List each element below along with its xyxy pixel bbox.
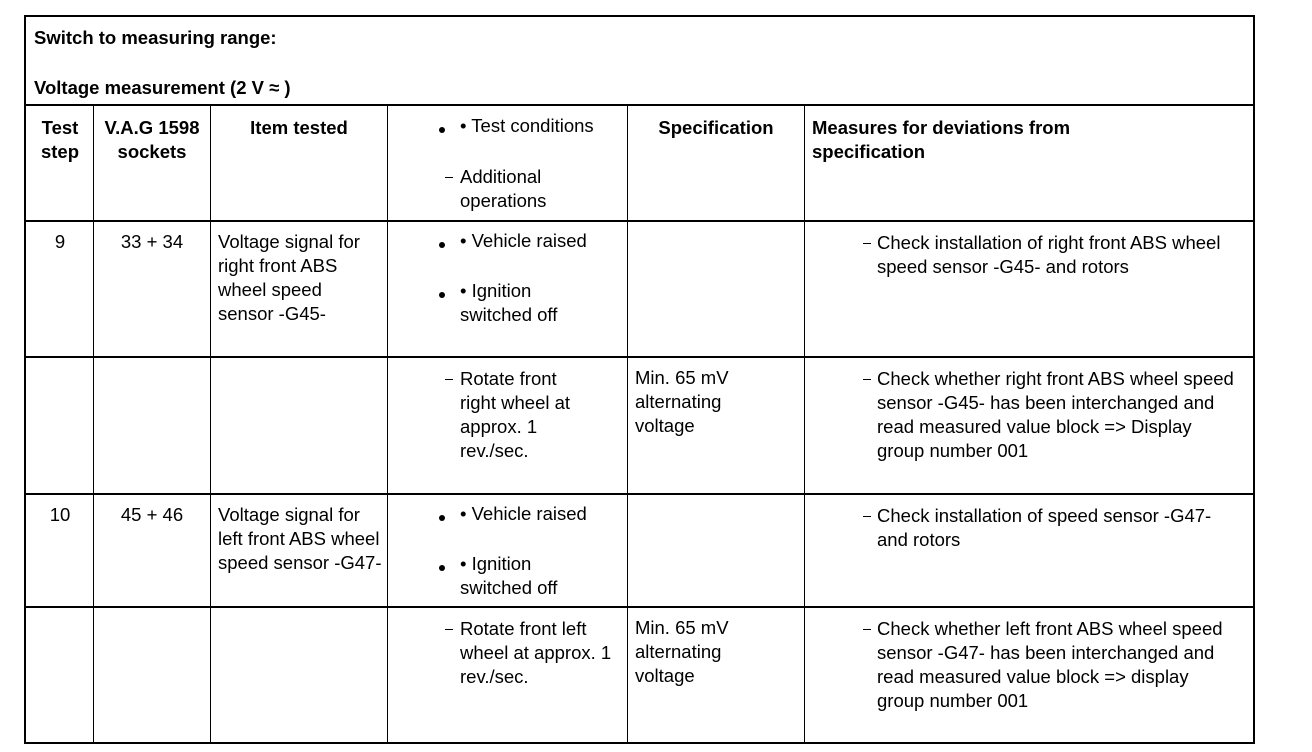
measurement-table — [24, 15, 1255, 744]
dash-icon — [863, 243, 871, 244]
bullet-icon — [439, 242, 445, 248]
dash-icon — [445, 629, 453, 630]
row-divider — [26, 606, 1253, 608]
bullet-icon — [439, 515, 445, 521]
row-step: 9 — [54, 231, 66, 252]
row-divider — [26, 220, 1253, 222]
header-test-step: Test step — [40, 117, 80, 162]
row-sockets: 33 + 34 — [120, 231, 184, 252]
header-sockets: V.A.G 1598 sockets — [104, 117, 200, 162]
dash-icon — [445, 379, 453, 380]
row-step: 10 — [49, 504, 71, 525]
row-condition: • Ignition switched off — [460, 553, 558, 598]
column-divider — [387, 106, 388, 742]
row-condition: • Vehicle raised — [460, 503, 587, 524]
column-divider — [627, 106, 628, 742]
row-measure: Check whether right front ABS wheel speed sensor -G45- has been interchanged and read measured value block => Display group number 001 — [877, 368, 1234, 461]
header-additional-operations: Additional operations — [460, 166, 547, 211]
row-item-tested: Voltage signal for right front ABS wheel speed sensor -G45- — [218, 231, 360, 324]
header-test-conditions: • Test conditions — [460, 115, 594, 136]
column-divider — [210, 106, 211, 742]
row-measure: Check installation of right front ABS wheel speed sensor -G45- and rotors — [877, 232, 1221, 277]
row-condition: • Vehicle raised — [460, 230, 587, 251]
column-divider — [93, 106, 94, 742]
row-operation: Rotate front left wheel at approx. 1 rev./sec. — [460, 618, 612, 687]
row-operation: Rotate front right wheel at approx. 1 rev./sec. — [460, 368, 571, 461]
dash-icon — [863, 379, 871, 380]
row-sockets: 45 + 46 — [120, 504, 184, 525]
row-item-tested: Voltage signal for left front ABS wheel speed sensor -G47- — [218, 504, 382, 573]
dash-icon — [863, 629, 871, 630]
measurement-label: Voltage measurement (2 V ≈ ) — [34, 77, 291, 98]
row-divider — [26, 356, 1253, 358]
row-specification: Min. 65 mV alternating voltage — [635, 617, 729, 686]
row-divider — [26, 493, 1253, 495]
row-condition: • Ignition switched off — [460, 280, 558, 325]
dash-icon — [863, 516, 871, 517]
dash-icon — [445, 177, 453, 178]
header-measures: Measures for deviations from specification — [812, 117, 1071, 162]
bullet-icon — [439, 127, 445, 133]
row-specification: Min. 65 mV alternating voltage — [635, 367, 729, 436]
row-measure: Check whether left front ABS wheel speed sensor -G47- has been interchanged and read measured value block => display group number 001 — [877, 618, 1223, 711]
header-specification: Specification — [658, 117, 774, 138]
column-divider — [804, 106, 805, 742]
header-item-tested: Item tested — [250, 117, 348, 138]
bullet-icon — [439, 292, 445, 298]
row-measure: Check installation of speed sensor -G47- and rotors — [877, 505, 1212, 550]
switch-label: Switch to measuring range: — [34, 27, 277, 48]
table-header-banner — [26, 17, 1253, 106]
bullet-icon — [439, 565, 445, 571]
